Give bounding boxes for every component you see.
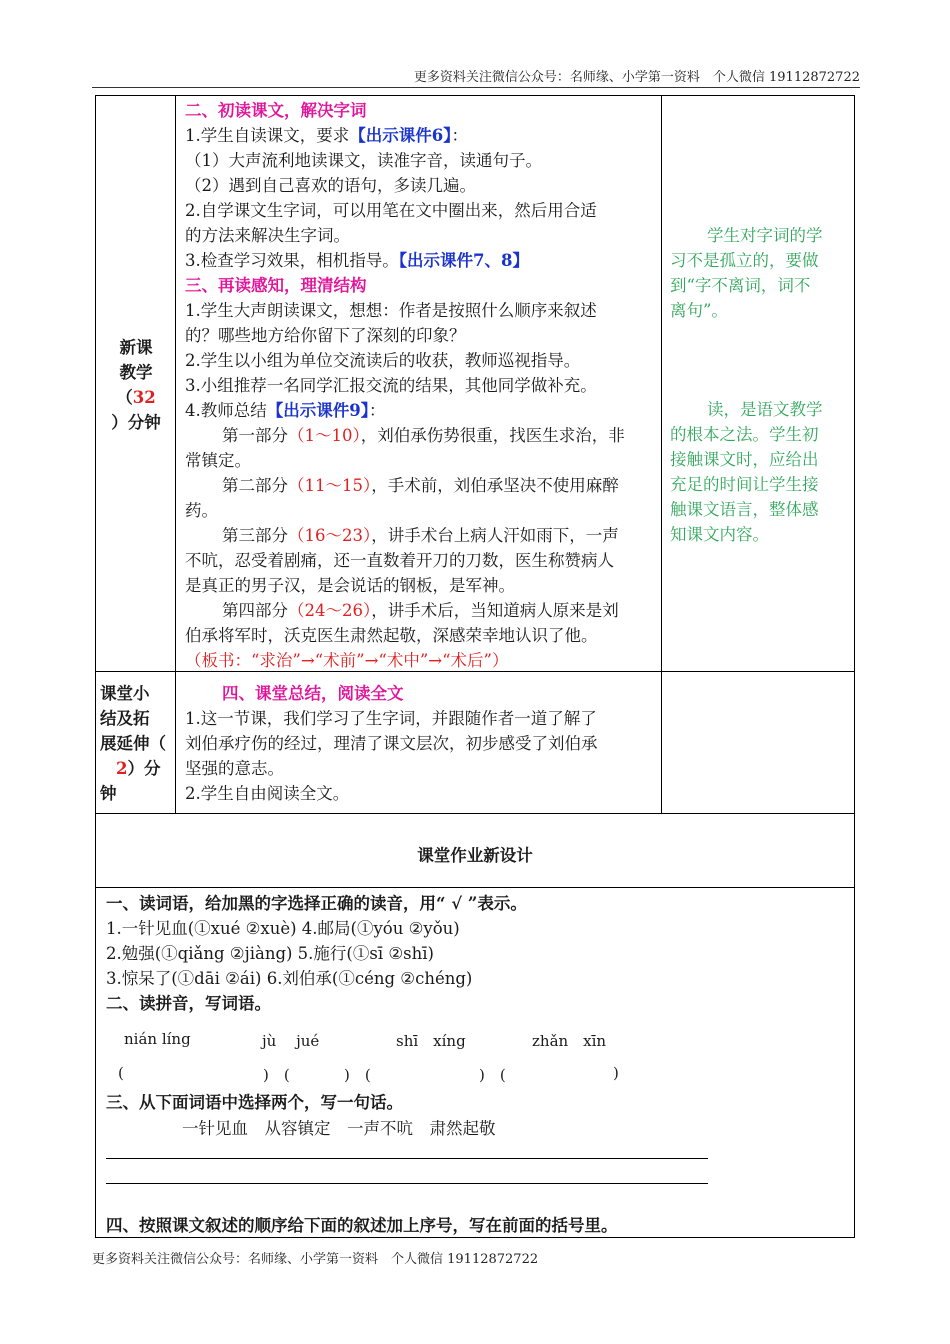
page-header: 更多资料关注微信公众号：名师缘、小学第一资料 个人微信 19112872722 <box>413 70 860 85</box>
question-line: 2.勉强(①qiǎng ②jiàng) 5.施行(①sī ②shī) <box>106 944 434 963</box>
label-line: 结及拓 <box>100 709 150 728</box>
text-line: 2.自学课文生字词，可以用笔在文中圈出来，然后用合适 <box>185 201 597 220</box>
col-divider-left <box>175 95 176 814</box>
courseware-link: 【出示课件7、8】 <box>398 251 529 270</box>
question-line: 3.惊呆了(①dāi ②ái) 6.刘伯承(①céng ②chéng) <box>106 969 473 988</box>
label-line: 课堂小 <box>100 684 150 703</box>
answer-paren: ( <box>118 1064 124 1082</box>
label-line: ）分钟 <box>111 413 161 432</box>
text-line: 3.小组推荐一名同学汇报交流的结果，其他同学做补充。 <box>185 376 597 395</box>
text-line: 药。 <box>185 501 218 520</box>
section-heading: 三、再读感知，理清结构 <box>185 276 367 295</box>
row-divider-3 <box>95 887 855 888</box>
answer-paren: ) <box>613 1064 619 1082</box>
text-line: 2.学生以小组为单位交流读后的收获，教师巡视指导。 <box>185 351 581 370</box>
label-line: （32 <box>116 388 156 407</box>
note-line: 触课文语言，整体感 <box>670 500 819 519</box>
page-footer: 更多资料关注微信公众号：名师缘、小学第一资料 个人微信 19112872722 <box>92 1252 539 1267</box>
label-line: 展延伸（ <box>100 734 166 753</box>
text-line: 2.学生自由阅读全文。 <box>185 784 350 803</box>
note-line: 学生对字词的学 <box>707 226 823 245</box>
header-rule <box>92 87 860 88</box>
note-line: 习不是孤立的，要做 <box>670 251 819 270</box>
row-divider-2 <box>95 813 855 814</box>
text-line: 1.这一节课，我们学习了生字词，并跟随作者一道了解了 <box>185 709 597 728</box>
text-line: 的？哪些地方给你留下了深刻的印象？ <box>185 326 466 345</box>
writing-line[interactable] <box>106 1158 708 1159</box>
courseware-link: 【出示课件6】 <box>349 126 452 145</box>
summary-content <box>185 681 598 806</box>
pinyin-1: nián líng <box>124 1030 191 1048</box>
text-line: 3.检查学习效果，相机指导。【出示课件7、8】 <box>185 251 529 270</box>
pinyin-2: jù jué <box>262 1032 320 1050</box>
summary-label <box>100 681 174 806</box>
duration-number: 32 <box>132 388 156 407</box>
text-line: 伯承将军时，沃克医生肃然起敬，深感荣幸地认识了他。 <box>185 626 598 645</box>
question-heading: 四、按照课文叙述的顺序给下面的叙述加上序号，写在前面的括号里。 <box>106 1216 618 1235</box>
text-line: 的方法来解决生字词。 <box>185 226 350 245</box>
text-line: 常镇定。 <box>185 451 251 470</box>
text-line: 坚强的意志。 <box>185 759 284 778</box>
note-line: 离句”。 <box>670 301 728 320</box>
courseware-link: 【出示课件9】 <box>266 401 369 420</box>
text-line: 1.学生大声朗读课文，想想：作者是按照什么顺序来叙述 <box>185 301 597 320</box>
question-heading: 一、读词语，给加黑的字选择正确的读音，用“ √ ”表示。 <box>106 894 527 913</box>
note-line: 读，是语文教学 <box>707 400 823 419</box>
note-line: 到“字不离词，词不 <box>670 276 811 295</box>
pinyin-3: shī xíng <box>396 1032 466 1050</box>
text-line: 4.教师总结【出示课件9】： <box>185 401 386 420</box>
text-line: 第四部分（24～26），讲手术后，当知道病人原来是刘 <box>222 601 619 620</box>
text-line: 刘伯承疗伤的经过，理清了课文层次，初步感受了刘伯承 <box>185 734 598 753</box>
duration-number: 2 <box>116 759 128 778</box>
text-line: （2）遇到自己喜欢的语句，多读几遍。 <box>185 176 476 195</box>
note-line: 的根本之法。学生初 <box>670 425 819 444</box>
homework-q3 <box>106 1090 496 1141</box>
section-heading: 二、初读课文，解决字词 <box>185 101 367 120</box>
answer-paren: ) ( <box>344 1066 371 1084</box>
text-line: 第三部分（16～23），讲手术台上病人汗如雨下，一声 <box>222 526 619 545</box>
text-line: 不吭，忍受着剧痛，还一直数着开刀的刀数，医生称赞病人 <box>185 551 614 570</box>
text-line: 第一部分（1～10），刘伯承伤势很重，找医生求治，非 <box>222 426 625 445</box>
section-heading: 四、课堂总结，阅读全文 <box>222 684 404 703</box>
label-line: 教学 <box>119 363 153 382</box>
text-line: 1.学生自读课文，要求【出示课件6】： <box>185 126 468 145</box>
homework-title: 课堂作业新设计 <box>417 846 533 865</box>
label-line: 钟 <box>100 784 117 803</box>
new-lesson-label <box>100 335 172 435</box>
text-line: （1）大声流利地读课文，读准字音，读通句子。 <box>185 151 542 170</box>
text-line: 是真正的男子汉，是会说话的钢板，是军神。 <box>185 576 515 595</box>
answer-paren: ) ( <box>479 1066 506 1084</box>
homework-q4 <box>106 1213 618 1238</box>
note-line: 充足的时间让学生接 <box>670 475 819 494</box>
col-divider-right <box>661 95 662 814</box>
note-line: 接触课文时，应给出 <box>670 450 819 469</box>
label-line: 新课 <box>119 338 153 357</box>
question-heading: 二、读拼音，写词语。 <box>106 994 271 1013</box>
writing-line[interactable] <box>106 1183 708 1184</box>
answer-paren: ) ( <box>218 1066 290 1084</box>
pinyin-4: zhǎn xīn <box>532 1032 607 1050</box>
question-line: 一针见血 从容镇定 一声不吭 肃然起敬 <box>182 1119 496 1138</box>
new-lesson-content <box>185 98 625 673</box>
text-line: 第二部分（11～15），手术前，刘伯承坚决不使用麻醉 <box>222 476 619 495</box>
design-note-2 <box>670 397 850 547</box>
question-line: 1.一针见血(①xué ②xuè) 4.邮局(①yóu ②yǒu) <box>106 919 460 938</box>
label-line: 2）分 <box>116 759 161 778</box>
design-note-1 <box>670 223 850 323</box>
board-writing: （板书：“求治”→“术前”→“术中”→“术后”） <box>185 651 509 670</box>
homework-q1 <box>106 891 527 1016</box>
note-line: 知课文内容。 <box>670 525 769 544</box>
question-heading: 三、从下面词语中选择两个，写一句话。 <box>106 1093 403 1112</box>
